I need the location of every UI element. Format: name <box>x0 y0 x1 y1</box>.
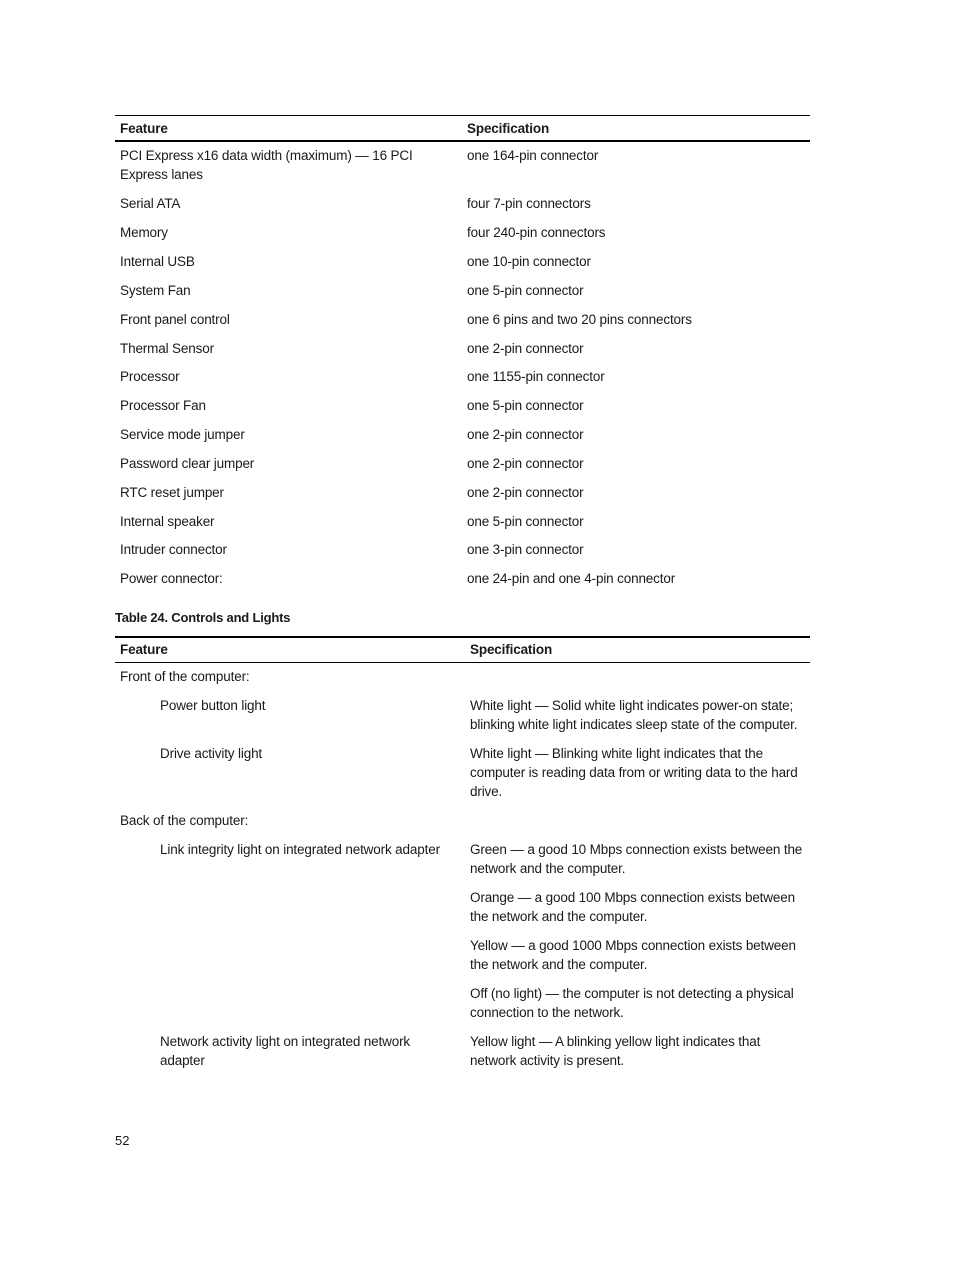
table-row-spec: one 3-pin connector <box>467 542 584 557</box>
table-row-spec: one 24-pin and one 4-pin connector <box>467 571 676 586</box>
header-specification: Specification <box>470 642 553 657</box>
table-row-spec: one 6 pins and two 20 pins connectors <box>467 312 692 327</box>
header-specification: Specification <box>467 121 550 136</box>
table-top-rule <box>115 636 810 638</box>
section-label-front: Front of the computer: <box>120 669 250 684</box>
table-row-feature: Internal speaker <box>120 514 215 529</box>
table-row-spec: Green — a good 10 Mbps connection exists between the network and the computer. <box>470 842 803 876</box>
table-row-feature: RTC reset jumper <box>120 485 224 500</box>
table-row-feature: Link integrity light on integrated network adapter <box>160 842 440 857</box>
table-row-feature: Processor <box>120 369 180 384</box>
table-row-spec: Yellow light — A blinking yellow light indicates that network activity is present. <box>470 1034 761 1068</box>
table-row-feature: Internal USB <box>120 254 195 269</box>
table-row-spec: Off (no light) — the computer is not detecting a physical connection to the network. <box>470 986 794 1020</box>
page-number: 52 <box>115 1133 130 1148</box>
table-row-spec: White light — Solid white light indicates power-on state; blinking white light indicates sleep state of the computer. <box>470 698 798 732</box>
table-row-spec: Yellow — a good 1000 Mbps connection exists between the network and the computer. <box>470 938 796 972</box>
table-row-spec: one 2-pin connector <box>467 341 584 356</box>
table-row-spec: one 5-pin connector <box>467 398 584 413</box>
table-row-feature: Memory <box>120 225 168 240</box>
table-row-spec: Orange — a good 100 Mbps connection exists between the network and the computer. <box>470 890 795 924</box>
table-row-feature: Password clear jumper <box>120 456 255 471</box>
table-row-spec: one 1155-pin connector <box>467 369 605 384</box>
section-label-back: Back of the computer: <box>120 813 249 828</box>
table-row-feature: Intruder connector <box>120 542 227 557</box>
table-row-spec: one 10-pin connector <box>467 254 591 269</box>
table-row-feature: Processor Fan <box>120 398 206 413</box>
table-caption: Table 24. Controls and Lights <box>115 610 291 625</box>
table-row-feature: Thermal Sensor <box>120 341 214 356</box>
table-row-spec: one 2-pin connector <box>467 456 584 471</box>
table-row-spec: four 7-pin connectors <box>467 196 591 211</box>
table-header-rule <box>115 662 810 663</box>
table-row-spec: one 2-pin connector <box>467 485 584 500</box>
table-row-spec: White light — Blinking white light indicates that the computer is reading data from or writing data to the hard drive. <box>470 746 798 799</box>
table-row-spec: one 164-pin connector <box>467 148 599 163</box>
table-row-feature: Service mode jumper <box>120 427 245 442</box>
header-feature: Feature <box>120 642 168 657</box>
table-row-spec: one 5-pin connector <box>467 283 584 298</box>
table-row-feature: Drive activity light <box>160 746 263 761</box>
table-row-feature: System Fan <box>120 283 191 298</box>
table-row-feature: Power connector: <box>120 571 223 586</box>
table-row-spec: one 5-pin connector <box>467 514 584 529</box>
table-row-feature: Serial ATA <box>120 196 181 211</box>
table-top-rule <box>115 115 810 116</box>
table-row-spec: four 240-pin connectors <box>467 225 606 240</box>
table-row-feature: Power button light <box>160 698 266 713</box>
table-row-spec: one 2-pin connector <box>467 427 584 442</box>
table-header-rule <box>115 140 810 142</box>
header-feature: Feature <box>120 121 168 136</box>
table-row-feature: Network activity light on integrated network adapter <box>160 1034 411 1068</box>
table-row-feature: PCI Express x16 data width (maximum) — 16 PCI Express lanes <box>120 148 413 182</box>
table-row-feature: Front panel control <box>120 312 230 327</box>
